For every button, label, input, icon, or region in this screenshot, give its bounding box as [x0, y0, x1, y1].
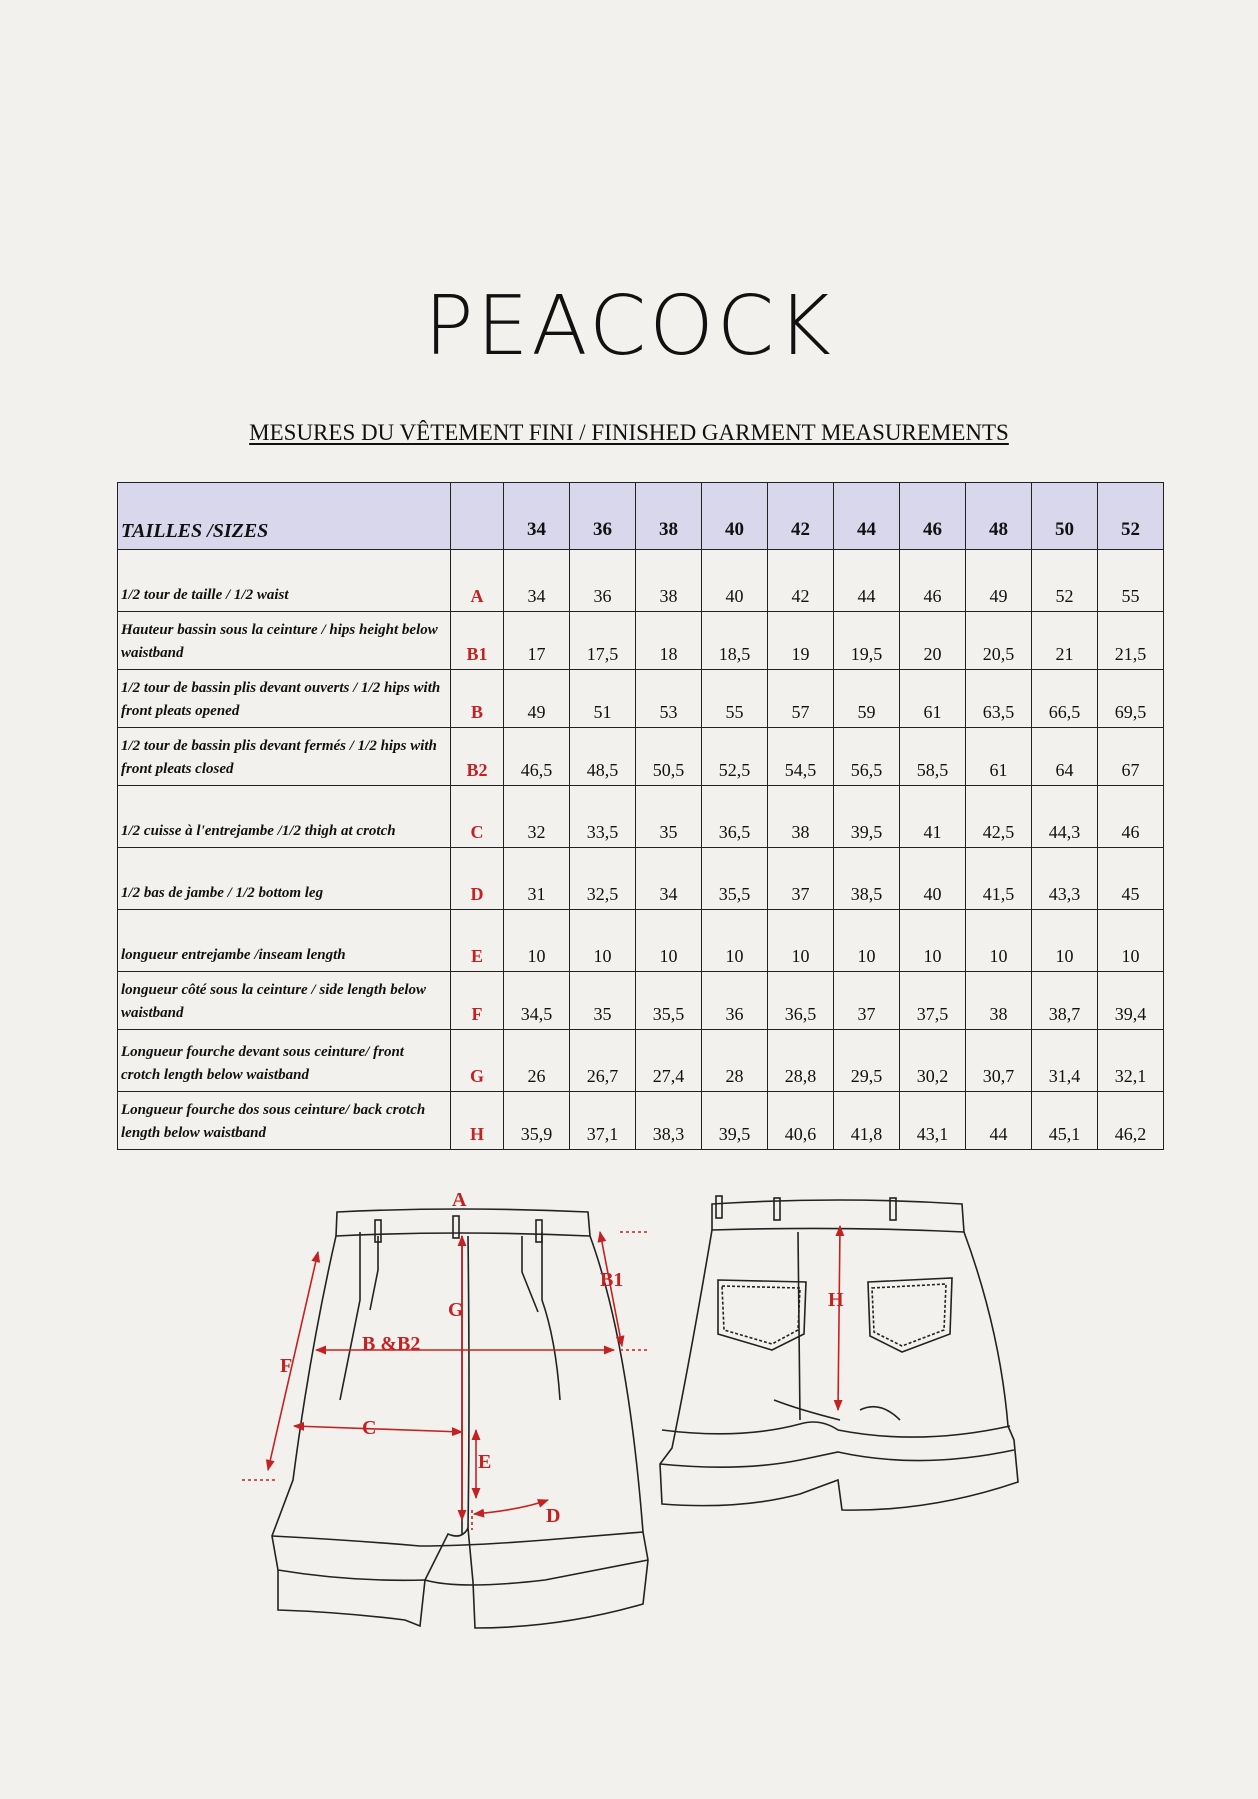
page-subtitle: MESURES DU VÊTEMENT FINI / FINISHED GARMENT MEASUREMENTS — [249, 420, 1009, 445]
measurement-value: 36 — [702, 972, 768, 1030]
measurement-value: 35,5 — [702, 848, 768, 910]
front-view — [272, 1209, 648, 1628]
size-header: 44 — [834, 483, 900, 550]
label-e: E — [478, 1451, 492, 1473]
measurement-label: 1/2 tour de taille / 1/2 waist — [118, 550, 451, 612]
measurement-value: 35,9 — [504, 1092, 570, 1150]
measurement-value: 19 — [768, 612, 834, 670]
measurement-value: 61 — [900, 670, 966, 728]
label-g: G — [448, 1299, 464, 1321]
measurement-value: 30,2 — [900, 1030, 966, 1092]
measurement-value: 46,2 — [1098, 1092, 1164, 1150]
measurement-value: 31,4 — [1032, 1030, 1098, 1092]
measurement-value: 37 — [768, 848, 834, 910]
measurement-value: 35 — [570, 972, 636, 1030]
measurement-value: 41,5 — [966, 848, 1032, 910]
measurement-value: 38,7 — [1032, 972, 1098, 1030]
measurement-value: 52 — [1032, 550, 1098, 612]
measurement-value: 10 — [1032, 910, 1098, 972]
measurement-value: 10 — [834, 910, 900, 972]
measurement-value: 30,7 — [966, 1030, 1032, 1092]
measurement-value: 10 — [900, 910, 966, 972]
measurement-value: 44 — [834, 550, 900, 612]
measurement-value: 39,5 — [834, 786, 900, 848]
measurement-value: 10 — [702, 910, 768, 972]
measurement-value: 63,5 — [966, 670, 1032, 728]
measurement-value: 40,6 — [768, 1092, 834, 1150]
size-header: 46 — [900, 483, 966, 550]
measurement-value: 46,5 — [504, 728, 570, 786]
measurement-label: Longueur fourche dos sous ceinture/ back crotch length below waistband — [118, 1092, 451, 1150]
measurement-code: C — [451, 786, 504, 848]
measurement-value: 10 — [966, 910, 1032, 972]
measurement-value: 38 — [966, 972, 1032, 1030]
measurement-value: 46 — [1098, 786, 1164, 848]
size-header: 52 — [1098, 483, 1164, 550]
measurement-value: 38 — [768, 786, 834, 848]
measurement-value: 38 — [636, 550, 702, 612]
measurement-value: 39,5 — [702, 1092, 768, 1150]
measurement-value: 18,5 — [702, 612, 768, 670]
measurement-label: Longueur fourche devant sous ceinture/ front crotch length below waistband — [118, 1030, 451, 1092]
table-row — [118, 728, 1164, 786]
back-measure-lines — [838, 1226, 840, 1410]
table-row — [118, 972, 1164, 1030]
measurement-value: 67 — [1098, 728, 1164, 786]
measurement-value: 10 — [1098, 910, 1164, 972]
measurement-value: 38,5 — [834, 848, 900, 910]
measurement-value: 59 — [834, 670, 900, 728]
measurement-value: 66,5 — [1032, 670, 1098, 728]
label-b1: B1 — [600, 1269, 624, 1291]
measurement-value: 38,3 — [636, 1092, 702, 1150]
measurement-value: 39,4 — [1098, 972, 1164, 1030]
measurement-code: G — [451, 1030, 504, 1092]
table-row — [118, 848, 1164, 910]
measurement-value: 21 — [1032, 612, 1098, 670]
measurement-label: longueur entrejambe /inseam length — [118, 910, 451, 972]
measurement-value: 17 — [504, 612, 570, 670]
measurement-value: 57 — [768, 670, 834, 728]
measurement-value: 53 — [636, 670, 702, 728]
measurement-value: 26,7 — [570, 1030, 636, 1092]
measurement-value: 41,8 — [834, 1092, 900, 1150]
size-header: 34 — [504, 483, 570, 550]
measurement-code: A — [451, 550, 504, 612]
table-row — [118, 1030, 1164, 1092]
size-header: 50 — [1032, 483, 1098, 550]
measurement-code: B2 — [451, 728, 504, 786]
table-row — [118, 670, 1164, 728]
measurement-value: 10 — [636, 910, 702, 972]
measurement-value: 49 — [966, 550, 1032, 612]
measurement-value: 20 — [900, 612, 966, 670]
shorts-technical-drawing — [232, 1180, 1032, 1630]
measurement-value: 43,3 — [1032, 848, 1098, 910]
measurement-value: 50,5 — [636, 728, 702, 786]
measurement-value: 28 — [702, 1030, 768, 1092]
measurement-value: 69,5 — [1098, 670, 1164, 728]
measurement-label: Hauteur bassin sous la ceinture / hips height below waistband — [118, 612, 451, 670]
measurement-value: 56,5 — [834, 728, 900, 786]
measurement-value: 45,1 — [1032, 1092, 1098, 1150]
measurement-value: 36 — [570, 550, 636, 612]
measurement-label: 1/2 cuisse à l'entrejambe /1/2 thigh at crotch — [118, 786, 451, 848]
measurement-value: 43,1 — [900, 1092, 966, 1150]
measurement-value: 42,5 — [966, 786, 1032, 848]
measurement-label: 1/2 tour de bassin plis devant ouverts / 1/2 hips with front pleats opened — [118, 670, 451, 728]
table-row — [118, 612, 1164, 670]
table-row — [118, 550, 1164, 612]
measurement-value: 18 — [636, 612, 702, 670]
measurement-value: 31 — [504, 848, 570, 910]
measurement-value: 37 — [834, 972, 900, 1030]
measurement-value: 19,5 — [834, 612, 900, 670]
table-row — [118, 910, 1164, 972]
measurement-value: 37,1 — [570, 1092, 636, 1150]
label-b-b2: B &B2 — [362, 1333, 421, 1355]
measurement-value: 40 — [702, 550, 768, 612]
label-c: C — [362, 1417, 377, 1439]
table-row — [118, 1092, 1164, 1150]
table-header-row — [118, 483, 1164, 550]
measurement-value: 34 — [504, 550, 570, 612]
measurement-value: 55 — [1098, 550, 1164, 612]
measurement-label: longueur côté sous la ceinture / side length below waistband — [118, 972, 451, 1030]
header-label: TAILLES /SIZES — [118, 483, 451, 550]
measurement-value: 35 — [636, 786, 702, 848]
measurement-value: 36,5 — [768, 972, 834, 1030]
table-row — [118, 786, 1164, 848]
header-code-cell — [451, 483, 504, 550]
measurement-value: 26 — [504, 1030, 570, 1092]
measurement-value: 21,5 — [1098, 612, 1164, 670]
measurement-value: 37,5 — [900, 972, 966, 1030]
label-d: D — [546, 1505, 561, 1527]
measurement-value: 61 — [966, 728, 1032, 786]
measurement-value: 52,5 — [702, 728, 768, 786]
measurement-value: 34,5 — [504, 972, 570, 1030]
measurement-code: F — [451, 972, 504, 1030]
measurement-value: 10 — [504, 910, 570, 972]
measurement-value: 46 — [900, 550, 966, 612]
size-header: 48 — [966, 483, 1032, 550]
brand-title: PEACOCK — [424, 279, 834, 374]
label-h: H — [828, 1289, 844, 1311]
measurement-label: 1/2 bas de jambe / 1/2 bottom leg — [118, 848, 451, 910]
measurement-value: 64 — [1032, 728, 1098, 786]
measurement-value: 28,8 — [768, 1030, 834, 1092]
measurement-value: 48,5 — [570, 728, 636, 786]
measurement-value: 44,3 — [1032, 786, 1098, 848]
measurement-value: 36,5 — [702, 786, 768, 848]
measurement-value: 58,5 — [900, 728, 966, 786]
front-measure-lines — [242, 1232, 650, 1530]
measurement-value: 40 — [900, 848, 966, 910]
measurement-value: 41 — [900, 786, 966, 848]
size-table — [117, 482, 1164, 1150]
measurement-value: 44 — [966, 1092, 1032, 1150]
measurement-value: 49 — [504, 670, 570, 728]
measurement-value: 32,5 — [570, 848, 636, 910]
label-f: F — [280, 1355, 293, 1377]
measurement-value: 45 — [1098, 848, 1164, 910]
size-header: 40 — [702, 483, 768, 550]
measurement-value: 33,5 — [570, 786, 636, 848]
measurement-value: 34 — [636, 848, 702, 910]
measurement-value: 42 — [768, 550, 834, 612]
measurement-code: D — [451, 848, 504, 910]
measurement-value: 55 — [702, 670, 768, 728]
measurement-value: 17,5 — [570, 612, 636, 670]
size-header: 42 — [768, 483, 834, 550]
measurement-value: 32,1 — [1098, 1030, 1164, 1092]
size-header: 36 — [570, 483, 636, 550]
label-a: A — [452, 1189, 467, 1211]
size-header: 38 — [636, 483, 702, 550]
measurement-code: B1 — [451, 612, 504, 670]
front-measure-labels — [280, 1189, 623, 1527]
measurement-value: 51 — [570, 670, 636, 728]
measurement-value: 10 — [570, 910, 636, 972]
measurement-value: 54,5 — [768, 728, 834, 786]
measurement-value: 10 — [768, 910, 834, 972]
measurement-value: 32 — [504, 786, 570, 848]
measurement-code: H — [451, 1092, 504, 1150]
measurement-value: 27,4 — [636, 1030, 702, 1092]
measurement-label: 1/2 tour de bassin plis devant fermés / 1/2 hips with front pleats closed — [118, 728, 451, 786]
measurement-value: 35,5 — [636, 972, 702, 1030]
measurement-code: E — [451, 910, 504, 972]
measurement-value: 20,5 — [966, 612, 1032, 670]
measurement-code: B — [451, 670, 504, 728]
measurement-value: 29,5 — [834, 1030, 900, 1092]
